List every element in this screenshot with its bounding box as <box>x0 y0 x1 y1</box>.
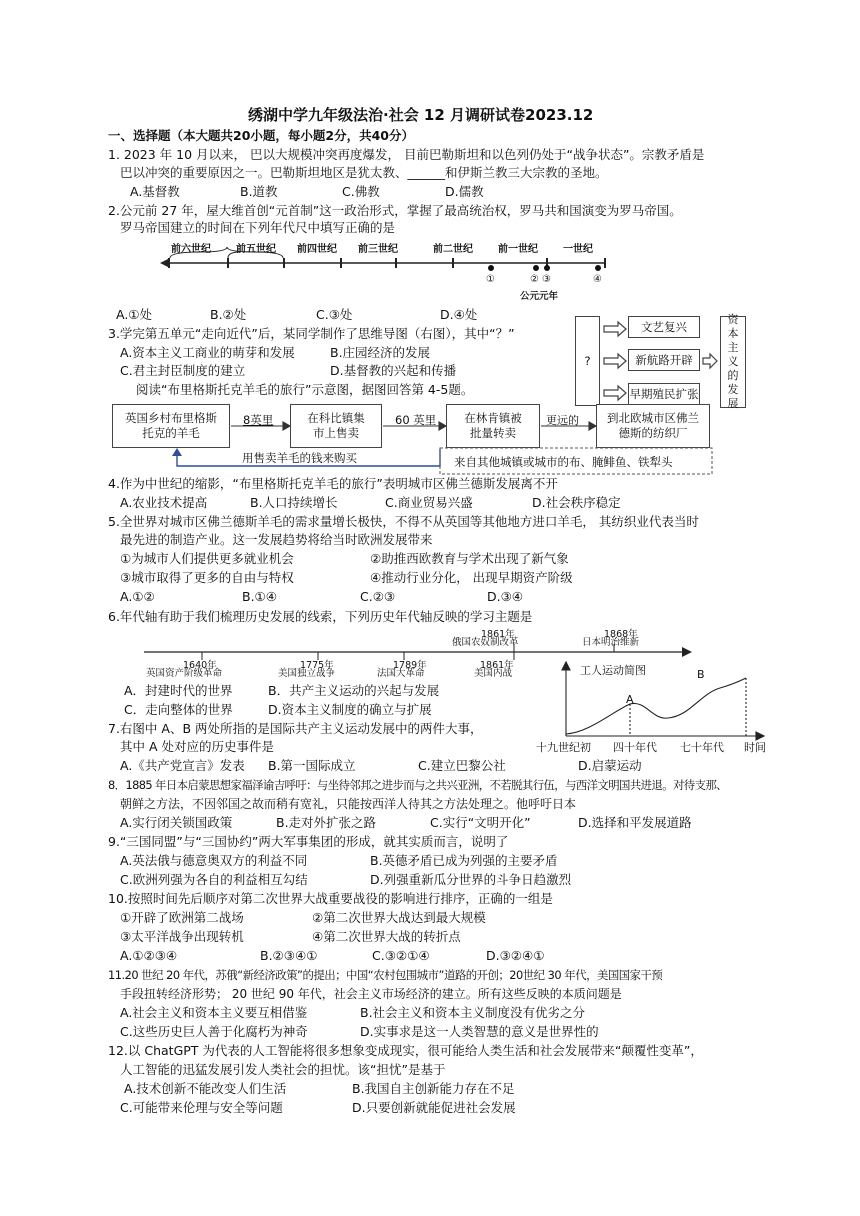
chart-xlabel-4: 时间 <box>744 741 766 754</box>
q12-stem-line2: 人工智能的迅猛发展引发人类社会的担忧。该“担忧”是基于 <box>120 1062 446 1077</box>
event-1861-ru-name: 俄国农奴制改革 <box>452 637 519 648</box>
q2-stem-line1: 2.公元前 27 年，屋大维首创“元首制”这一政治形式，掌握了最高统治权，罗马共和国演变为罗马帝国。 <box>108 203 682 218</box>
timeline-label-6: 前一世纪 <box>498 244 538 255</box>
event-1640-name: 英国资产阶级革命 <box>146 668 223 679</box>
event-1868-name: 日本明治维新 <box>582 637 640 648</box>
q5-option-b[interactable]: B.①④ <box>242 589 277 604</box>
chart-xlabel-1: 十九世纪初 <box>536 741 591 754</box>
q7-option-d[interactable]: D.启蒙运动 <box>578 758 642 773</box>
event-1775-year: 1775年 <box>300 660 334 671</box>
q9-option-b[interactable]: B.英德矛盾已成为列强的主要矛盾 <box>370 853 558 868</box>
flow-arrow-label-2: 60 英里 <box>395 413 437 427</box>
q5-option-a[interactable]: A.①② <box>120 589 155 604</box>
q10-option-c[interactable]: C.③②①④ <box>372 948 430 963</box>
q8-option-b[interactable]: B.走对外扩张之路 <box>276 815 377 830</box>
mindmap-result: 资本主义的发展 <box>720 316 746 408</box>
q5-option-d[interactable]: D.③④ <box>487 589 524 604</box>
flow-goods-label: 来自其他城镇或城市的布、腌鲱鱼、铁犁头 <box>454 455 673 469</box>
event-1789-year: 1789年 <box>393 660 427 671</box>
event-1775-name: 美国独立战争 <box>278 668 336 679</box>
q11-option-a[interactable]: A.社会主义和资本主义要互相借鉴 <box>120 1005 308 1020</box>
q11-option-b[interactable]: B.社会主义和资本主义制度没有优劣之分 <box>360 1005 586 1020</box>
year-zero-label: 公元元年 <box>520 291 559 302</box>
q2-option-c[interactable]: C.③处 <box>316 307 353 322</box>
q12-option-c[interactable]: C.可能带来伦理与安全等问题 <box>120 1100 283 1115</box>
flow-arrow-label-3: 更远的 <box>546 414 579 427</box>
reading-intro: 阅读“布里格斯托克羊毛的旅行”示意图，据图回答第 4-5题。 <box>136 382 474 397</box>
mindmap-item-new-routes: 新航路开辟 <box>628 349 700 371</box>
q12-option-a[interactable]: A.技术创新不能改变人们生活 <box>124 1081 287 1096</box>
q12-stem-line1: 12.以 ChatGPT 为代表的人工智能将很多想象变成现实，很可能给人类生活和社会发展带来“颠覆性变革”， <box>108 1043 703 1058</box>
q11-stem-line1: 11.20 世纪 20 年代，苏俄“新经济政策”的提出；中国“农村包围城市”道路的开创；20世纪 30 年代，美国国家干预 <box>108 968 663 982</box>
q6-option-a[interactable]: A．封建时代的世界 <box>124 683 233 698</box>
timeline-label-3: 前四世纪 <box>297 244 337 255</box>
q9-option-c[interactable]: C.欧洲列强为各自的利益相互勾结 <box>120 872 308 887</box>
q2-option-a[interactable]: A.①处 <box>116 307 153 322</box>
q5-option-c[interactable]: C.②③ <box>360 589 396 604</box>
timeline-point-4: ④ <box>593 274 602 285</box>
chart-point-b: B <box>697 668 705 681</box>
q6-stem: 6.年代轴有助于我们梳理历史发展的线索，下列历史年代轴反映的学习主题是 <box>108 609 533 624</box>
q10-stem: 10.按照时间先后顺序对第二次世界大战重要战役的影响进行排序，正确的一组是 <box>108 891 553 906</box>
q10-item-1: ①开辟了欧洲第二战场 <box>120 910 244 925</box>
workers-chart-title: 工人运动简图 <box>580 664 646 677</box>
q5-item-2: ②助推西欧教育与学术出现了新气象 <box>370 551 569 566</box>
timeline-point-3: ③ <box>542 274 551 285</box>
q8-option-d[interactable]: D.选择和平发展道路 <box>578 815 692 830</box>
q4-option-d[interactable]: D.社会秩序稳定 <box>532 495 621 510</box>
q10-item-2: ②第二次世界大战达到最大规模 <box>312 910 486 925</box>
event-1861-us-year: 1861年 <box>480 660 514 671</box>
flow-return-label: 用售卖羊毛的钱来购买 <box>242 451 357 465</box>
q10-option-a[interactable]: A.①②③④ <box>120 948 178 963</box>
timeline-label-5: 前二世纪 <box>433 244 473 255</box>
page-title: 绣湖中学九年级法治·社会 12 月调研试卷2023.12 <box>248 106 594 124</box>
q5-stem-line1: 5.全世界对城市区佛兰德斯羊毛的需求量增长极快，不得不从英国等其他地方进口羊毛， 其纺织业代表当时 <box>108 514 699 529</box>
q9-stem: 9.“三国同盟”与“三国协约”两大军事集团的形成，就其实质而言，说明了 <box>108 834 509 849</box>
event-1868-year: 1868年 <box>604 629 638 640</box>
chart-xlabel-2: 四十年代 <box>613 741 657 754</box>
q9-option-d[interactable]: D.列强重新瓜分世界的斗争日趋激烈 <box>370 872 572 887</box>
q1-option-b[interactable]: B.道教 <box>240 184 278 199</box>
q3-option-d[interactable]: D.基督教的兴起和传播 <box>330 363 457 378</box>
mindmap-question-box: ? <box>575 316 600 406</box>
q11-stem-line2: 手段扭转经济形势； 20 世纪 90 年代，社会主义市场经济的建立。所有这些反映的本质问题是 <box>120 987 622 1001</box>
timeline-label-7: 一世纪 <box>563 244 593 255</box>
q5-item-3: ③城市取得了更多的自由与特权 <box>120 570 294 585</box>
q7-option-c[interactable]: C.建立巴黎公社 <box>418 758 506 773</box>
q8-option-c[interactable]: C.实行“文明开化” <box>430 815 531 830</box>
flow-node-4: 到北欧城市区佛兰德斯的纺织厂 <box>596 404 710 448</box>
q2-option-b[interactable]: B.②处 <box>210 307 247 322</box>
q7-option-a[interactable]: A.《共产党宣言》发表 <box>120 758 245 773</box>
q3-option-c[interactable]: C.君主封臣制度的建立 <box>120 363 246 378</box>
q12-option-b[interactable]: B.我国自主创新能力存在不足 <box>352 1081 515 1096</box>
flow-arrow-label-1: 8英里 <box>243 413 274 427</box>
q10-option-b[interactable]: B.②③④① <box>260 948 318 963</box>
q1-option-c[interactable]: C.佛教 <box>342 184 380 199</box>
flow-node-3: 在林肯镇被批量转卖 <box>446 404 540 448</box>
q5-item-4: ④推动行业分化， 出现早期资产阶级 <box>370 570 573 585</box>
timeline-label-2: 前五世纪 <box>236 244 276 255</box>
timeline-point-2: ② <box>530 274 539 285</box>
q10-option-d[interactable]: D.③②④① <box>486 948 545 963</box>
timeline-lines <box>0 236 860 306</box>
q2-option-d[interactable]: D.④处 <box>440 307 478 322</box>
event-1789-name: 法国大革命 <box>377 668 425 679</box>
q10-item-4: ④第二次世界大战的转折点 <box>312 929 461 944</box>
chart-point-a: A <box>626 693 634 706</box>
mindmap-item-renaissance: 文艺复兴 <box>628 316 700 338</box>
q4-stem: 4.作为中世纪的缩影，“布里格斯托克羊毛的旅行”表明城市区佛兰德斯发展离不开 <box>108 476 558 491</box>
event-1640-year: 1640年 <box>183 660 217 671</box>
q4-option-b[interactable]: B.人口持续增长 <box>250 495 338 510</box>
q8-stem-line2: 朝鲜之方法，不因邻国之故而稍有宽礼，只能按西洋人待其之方法处理之。他呼吁日本 <box>120 797 577 811</box>
q2-stem-line2: 罗马帝国建立的时间在下列年代尺中填写正确的是 <box>120 220 396 235</box>
timeline-point-1: ① <box>486 274 495 285</box>
q1-option-a[interactable]: A.基督教 <box>130 184 180 199</box>
q8-option-a[interactable]: A.实行闭关锁国政策 <box>120 815 233 830</box>
timeline-label-4: 前三世纪 <box>358 244 398 255</box>
q11-option-c[interactable]: C.这些历史巨人善于化腐朽为神奇 <box>120 1024 308 1039</box>
q5-stem-line2: 最先进的制造产业。这一发展趋势将给当时欧洲发展带来 <box>120 532 433 547</box>
q1-stem-line2: 巴以冲突的重要原因之一。巴勒斯坦地区是犹太教、______和伊斯兰教三大宗教的圣地。 <box>120 165 608 180</box>
q9-option-a[interactable]: A.英法俄与德意奥双方的利益不同 <box>120 853 308 868</box>
q1-option-d[interactable]: D.儒教 <box>445 184 484 199</box>
q1-stem-line1: 1. 2023 年 10 月以来， 巴以大规模冲突再度爆发， 目前巴勒斯坦和以色列仍处于“战争状态”。宗教矛盾是 <box>108 147 705 162</box>
q10-item-3: ③太平洋战争出现转机 <box>120 929 244 944</box>
q6-option-b[interactable]: B．共产主义运动的兴起与发展 <box>268 683 440 698</box>
q12-option-d[interactable]: D.只要创新就能促进社会发展 <box>352 1100 516 1115</box>
event-1861-ru-year: 1861年 <box>481 629 515 640</box>
q8-stem-line1: 8．1885 年日本启蒙思想家福泽谕吉呼吁：与坐待邻邦之进步而与之共兴亚洲，不若脱其行伍，与西洋文明国共进退。对待支那、 <box>108 778 727 792</box>
q7-option-b[interactable]: B.第一国际成立 <box>268 758 356 773</box>
q3-option-b[interactable]: B.庄园经济的发展 <box>330 345 431 360</box>
q6-option-c[interactable]: C．走向整体的世界 <box>124 702 233 717</box>
q5-item-1: ①为城市人们提供更多就业机会 <box>120 551 294 566</box>
q11-option-d[interactable]: D.实事求是这一人类智慧的意义是世界性的 <box>360 1024 599 1039</box>
chart-xlabel-3: 七十年代 <box>680 741 724 754</box>
q4-option-a[interactable]: A.农业技术提高 <box>120 495 208 510</box>
q7-stem-line1: 7.右图中 A、B 两处所指的是国际共产主义运动发展中的两件大事， <box>108 721 483 736</box>
flow-node-2: 在科比镇集市上售卖 <box>290 404 382 448</box>
flow-node-1: 英国乡村布里格斯托克的羊毛 <box>112 404 230 448</box>
q7-stem-line2: 其中 A 处对应的历史事件是 <box>120 739 274 754</box>
q6-option-d[interactable]: D.资本主义制度的确立与扩展 <box>268 702 432 717</box>
mindmap-item-colonial: 早期殖民扩张 <box>628 383 700 405</box>
section-heading: 一、选择题（本大题共20小题，每小题2分，共40分） <box>108 128 414 143</box>
q3-option-a[interactable]: A.资本主义工商业的萌芽和发展 <box>120 345 295 360</box>
event-1861-us-name: 美国内战 <box>474 668 513 679</box>
q4-option-c[interactable]: C.商业贸易兴盛 <box>385 495 473 510</box>
timeline-label-1: 前六世纪 <box>171 244 211 255</box>
q3-stem: 3.学完第五单元“走向近代”后，某同学制作了思维导图（右图），其中“？” <box>108 326 515 341</box>
